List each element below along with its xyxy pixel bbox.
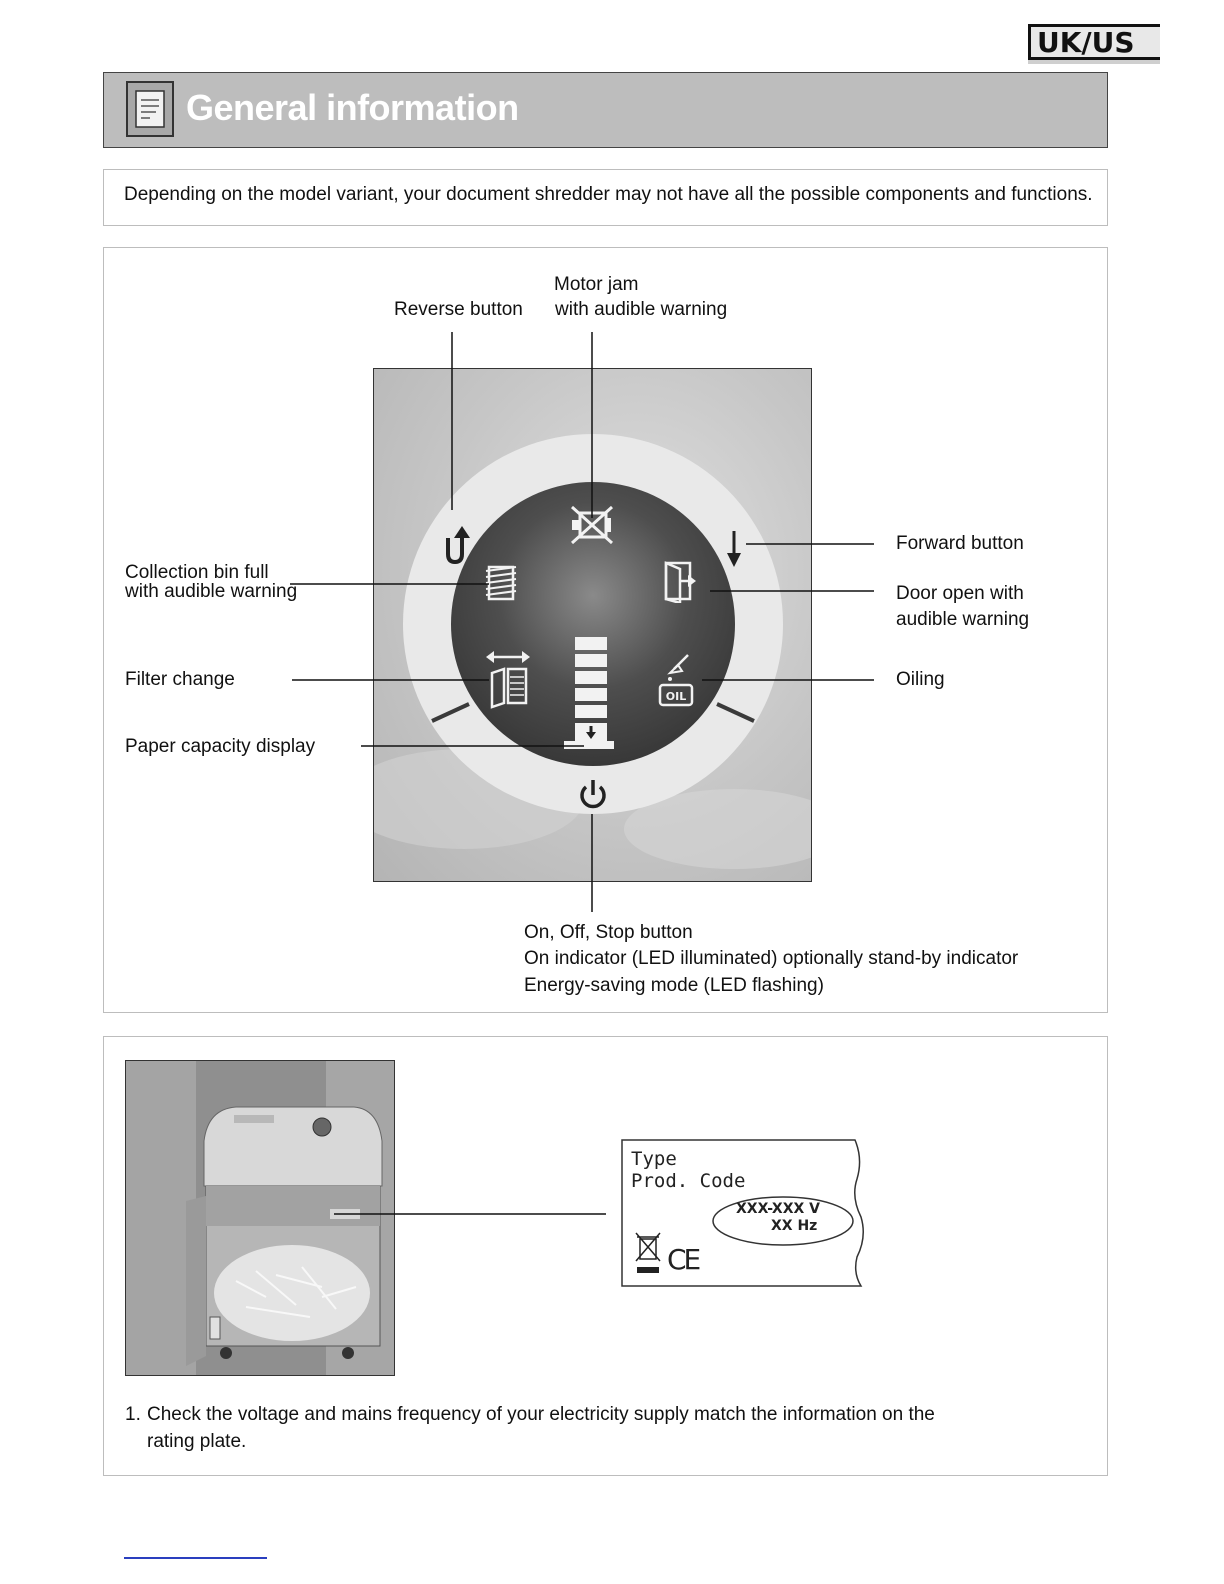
plate-type: Type <box>631 1148 677 1170</box>
label-motor-jam-warning: with audible warning <box>555 299 728 320</box>
label-bin-full: Collection bin full <box>125 562 269 583</box>
label-door-open: Door open with <box>896 583 1024 604</box>
label-on-indicator: On indicator (LED illuminated) optionally stand-by indicator <box>524 948 1019 969</box>
label-reverse-button: Reverse button <box>394 299 523 320</box>
control-panel-box <box>103 247 1108 1013</box>
rating-box <box>103 1036 1108 1476</box>
document-icon <box>126 81 174 137</box>
instruction-line-1: Check the voltage and mains frequency of your electricity supply match the information on the <box>147 1404 935 1425</box>
intro-box <box>103 169 1108 226</box>
oil-label: OIL <box>665 690 687 703</box>
label-paper-capacity: Paper capacity display <box>125 736 316 757</box>
label-energy-saving: Energy-saving mode (LED flashing) <box>524 975 824 996</box>
label-on-off-stop: On, Off, Stop button <box>524 922 693 943</box>
ce-mark: CE <box>667 1243 699 1276</box>
plate-voltage: XXX-XXX V <box>736 1201 820 1217</box>
instruction-number: 1. <box>125 1404 141 1425</box>
leader-lines <box>104 248 1109 1014</box>
footer-underline <box>124 1557 267 1559</box>
weee-bin-icon <box>633 1229 663 1275</box>
label-bin-full-warning: with audible warning <box>125 581 298 602</box>
label-oiling: Oiling <box>896 669 945 690</box>
instruction-line-2: rating plate. <box>147 1431 247 1452</box>
language-badge: UK/US <box>1028 24 1160 60</box>
label-forward-button: Forward button <box>896 533 1024 554</box>
label-motor-jam: Motor jam <box>554 274 639 295</box>
page-title: General information <box>186 87 519 128</box>
intro-text: Depending on the model variant, your document shredder may not have all the possible components and functions. <box>124 184 1093 205</box>
label-door-open-warning: audible warning <box>896 609 1030 630</box>
plate-prod-code: Prod. Code <box>631 1170 746 1192</box>
rating-leader-line <box>334 1209 608 1219</box>
rating-plate <box>621 1139 867 1287</box>
section-header <box>103 72 1108 148</box>
label-filter-change: Filter change <box>125 669 235 690</box>
plate-frequency: XX Hz <box>771 1218 818 1234</box>
